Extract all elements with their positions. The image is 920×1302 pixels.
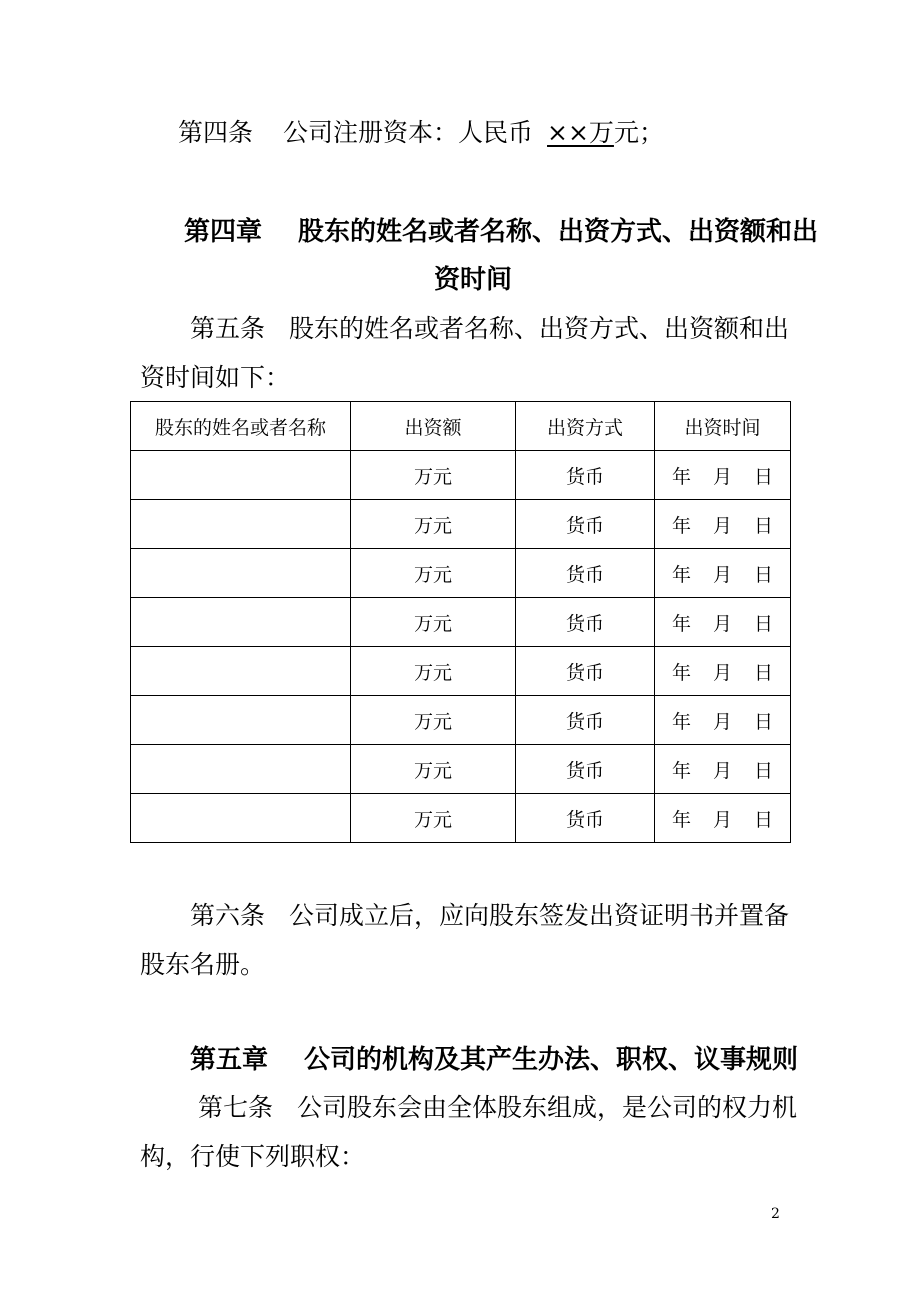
- table-row: [131, 451, 791, 500]
- chapter-5-title: 公司的机构及其产生办法、职权、议事规则: [304, 1045, 799, 1075]
- article-7-line1: [198, 1093, 797, 1123]
- article-5-line1: [190, 314, 789, 344]
- shareholder-name-cell: [131, 745, 351, 794]
- shareholder-name-cell: [131, 647, 351, 696]
- amount-cell: 万元: [351, 500, 516, 549]
- method-cell: 货币: [516, 451, 655, 500]
- article-6-line2: 股东名册。: [140, 950, 266, 979]
- article-7-label: 第七条: [198, 1093, 274, 1122]
- article-5-text: 股东的姓名或者名称、出资方式、出资额和出: [289, 314, 790, 343]
- table-row: [131, 598, 791, 647]
- table-header-row: [131, 402, 791, 451]
- date-cell: 年 月 日: [655, 451, 791, 500]
- table-row: [131, 549, 791, 598]
- table-row: [131, 647, 791, 696]
- table-row: [131, 745, 791, 794]
- date-cell: 年 月 日: [655, 500, 791, 549]
- page-number: 2: [771, 1206, 780, 1222]
- shareholder-name-cell: [131, 500, 351, 549]
- chapter-4-title-line1: 股东的姓名或者名称、出资方式、出资额和出: [298, 217, 819, 247]
- chapter-4-title-line2: 资时间: [434, 265, 513, 295]
- article-6-line1: [190, 901, 789, 931]
- shareholder-name-cell: [131, 549, 351, 598]
- article-6-label: 第六条: [190, 901, 266, 930]
- method-cell: 货币: [516, 696, 655, 745]
- article-5-label: 第五条: [190, 314, 266, 343]
- date-cell: 年 月 日: [655, 745, 791, 794]
- article-4-label: 第四条: [178, 118, 254, 147]
- amount-cell: 万元: [351, 794, 516, 843]
- table-row: [131, 696, 791, 745]
- table-row: [131, 500, 791, 549]
- article-4-text: 公司注册资本：人民币: [283, 118, 534, 147]
- amount-cell: 万元: [351, 549, 516, 598]
- date-cell: 年 月 日: [655, 794, 791, 843]
- method-cell: 货币: [516, 598, 655, 647]
- shareholder-contribution-table: [130, 401, 791, 843]
- date-cell: 年 月 日: [655, 549, 791, 598]
- amount-cell: 万元: [351, 745, 516, 794]
- method-cell: 货币: [516, 647, 655, 696]
- registered-capital-amount: ××万: [547, 118, 614, 147]
- article-7-line2: 构，行使下列职权：: [140, 1142, 366, 1171]
- article-7-text: 公司股东会由全体股东组成，是公司的权力机: [297, 1093, 798, 1122]
- amount-cell: 万元: [351, 598, 516, 647]
- chapter-5-label: 第五章: [190, 1045, 269, 1075]
- shareholder-name-cell: [131, 794, 351, 843]
- article-6-text: 公司成立后，应向股东签发出资证明书并置备: [289, 901, 790, 930]
- date-cell: 年 月 日: [655, 696, 791, 745]
- article-5-line2: 资时间如下：: [140, 363, 291, 392]
- header-contribution-method: 出资方式: [516, 402, 655, 451]
- amount-cell: 万元: [351, 451, 516, 500]
- amount-cell: 万元: [351, 696, 516, 745]
- chapter-5-heading: [190, 1045, 798, 1075]
- article-4-suffix: 元；: [613, 118, 664, 147]
- amount-cell: 万元: [351, 647, 516, 696]
- date-cell: 年 月 日: [655, 647, 791, 696]
- shareholder-name-cell: [131, 451, 351, 500]
- header-contribution-date: 出资时间: [655, 402, 791, 451]
- date-cell: 年 月 日: [655, 598, 791, 647]
- method-cell: 货币: [516, 549, 655, 598]
- header-contribution-amount: 出资额: [351, 402, 516, 451]
- shareholder-name-cell: [131, 598, 351, 647]
- method-cell: 货币: [516, 794, 655, 843]
- table-row: [131, 794, 791, 843]
- article-4: [178, 118, 664, 148]
- shareholder-name-cell: [131, 696, 351, 745]
- method-cell: 货币: [516, 500, 655, 549]
- chapter-4-heading: [184, 217, 818, 247]
- chapter-4-label: 第四章: [184, 217, 263, 247]
- header-shareholder-name: 股东的姓名或者名称: [131, 402, 351, 451]
- method-cell: 货币: [516, 745, 655, 794]
